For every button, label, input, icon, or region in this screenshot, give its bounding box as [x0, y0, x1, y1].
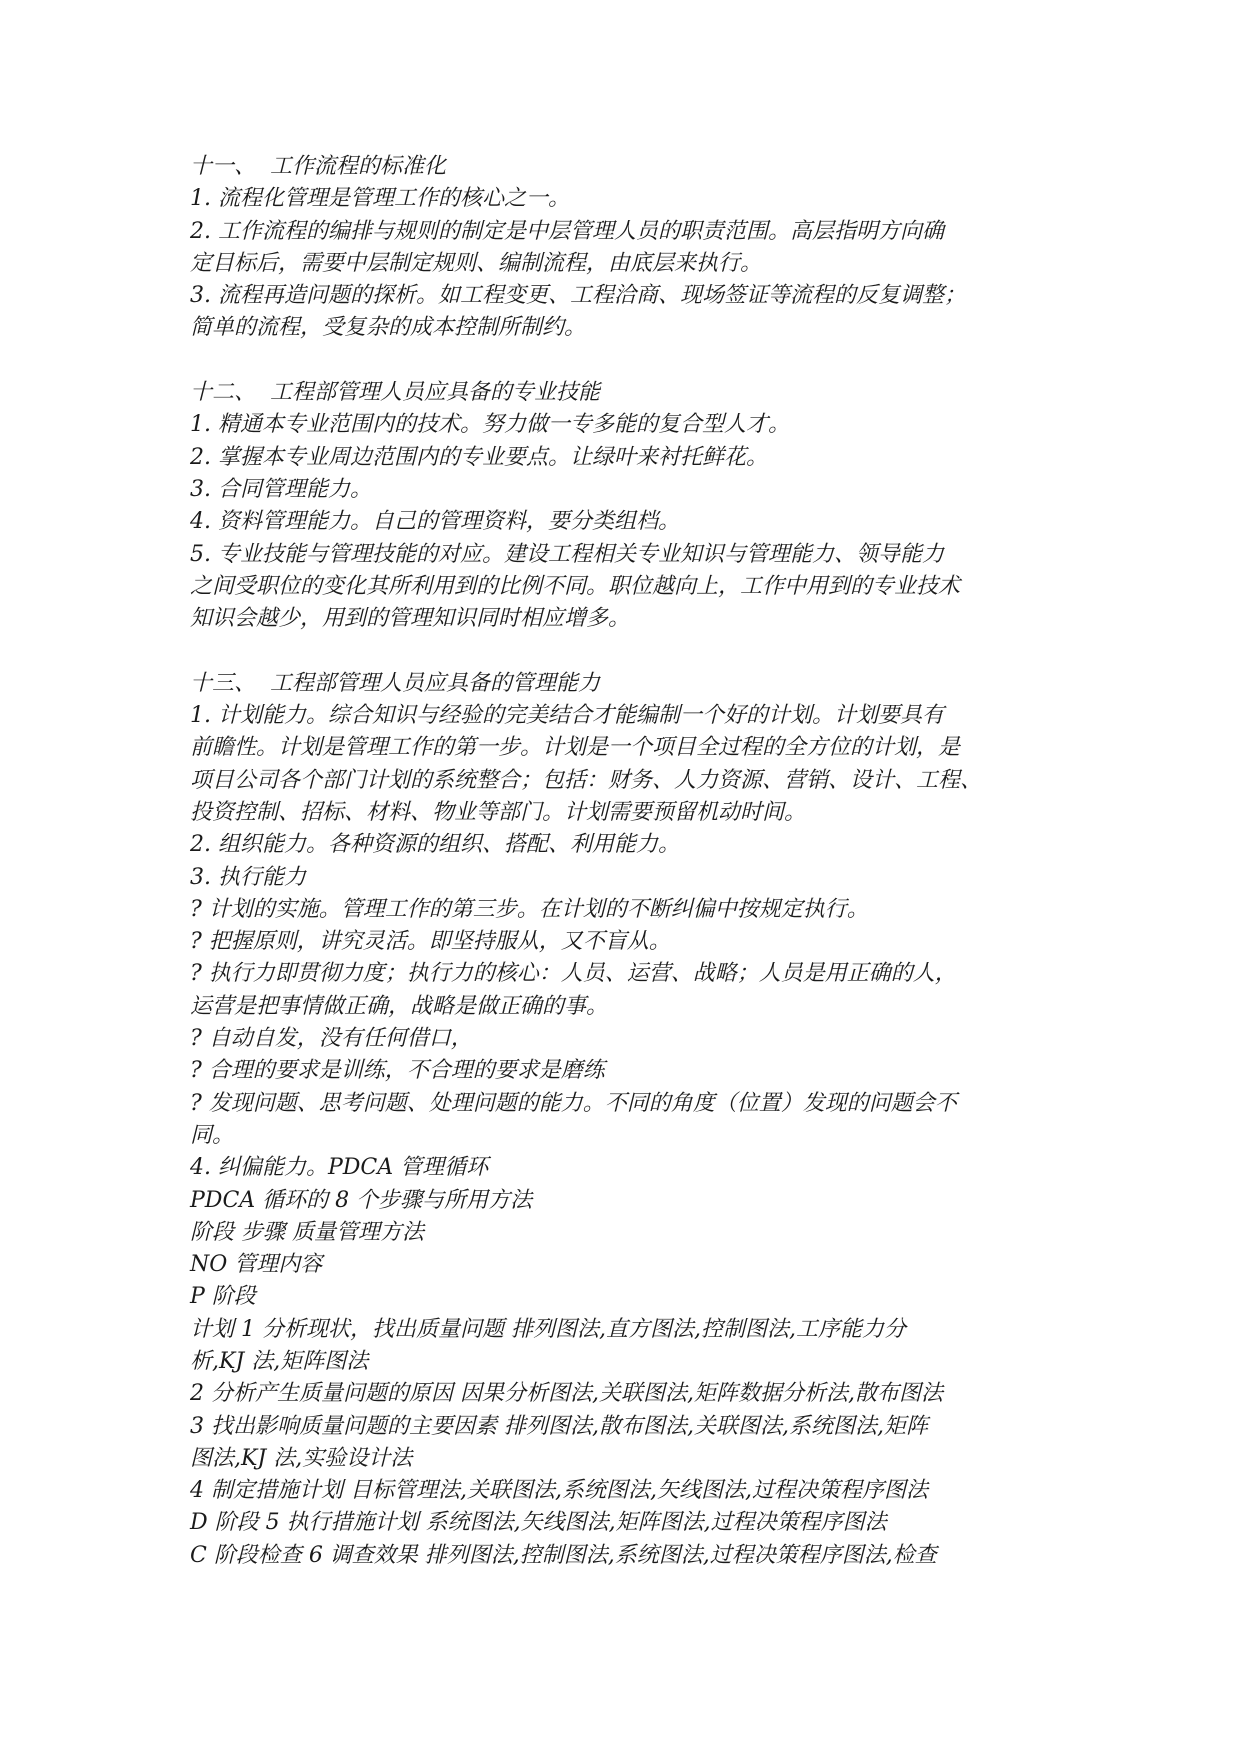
section-13-line-8: ? 把握原则，讲究灵活。即坚持服从，又不盲从。: [190, 929, 671, 955]
document-body: [190, 151, 1070, 1572]
section-13-line-9: ? 执行力即贯彻力度；执行力的核心：人员、运营、战略；人员是用正确的人，: [190, 961, 957, 987]
section-title-12: 十二、 工程部管理人员应具备的专业技能: [190, 380, 600, 406]
section-spacer: [190, 635, 1070, 667]
section-13-line-6: 3. 执行能力: [190, 864, 306, 890]
section-12-line-4: 4. 资料管理能力。自己的管理资料，要分类组档。: [190, 509, 680, 535]
section-13-line-1: 1. 计划能力。综合知识与经验的完美结合才能编制一个好的计划。计划要具有: [190, 703, 944, 729]
section-11-line-4: 3. 流程再造问题的探析。如工程变更、工程洽商、现场签证等流程的反复调整；: [190, 283, 966, 309]
section-13-line-21: 析,KJ 法,矩阵图法: [190, 1348, 369, 1374]
section-13-line-18: NO 管理内容: [190, 1252, 323, 1278]
section-13-line-11: ? 自动自发，没有任何借口，: [190, 1026, 473, 1052]
section-13-line-25: 4 制定措施计划 目标管理法,关联图法,系统图法,矢线图法,过程决策程序图法: [190, 1478, 928, 1504]
section-13-line-19: P 阶段: [190, 1284, 256, 1310]
section-11-line-1: 1. 流程化管理是管理工作的核心之一。: [190, 186, 570, 212]
section-spacer: [190, 345, 1070, 377]
section-13-line-23: 3 找出影响质量问题的主要因素 排列图法,散布图法,关联图法,系统图法,矩阵: [190, 1413, 928, 1439]
section-13-line-4: 投资控制、招标、材料、物业等部门。计划需要预留机动时间。: [190, 799, 807, 825]
section-13-line-15: 4. 纠偏能力。PDCA 管理循环: [190, 1155, 489, 1181]
section-title-11: 十一、 工作流程的标准化: [190, 154, 446, 179]
section-12-line-5: 5. 专业技能与管理技能的对应。建设工程相关专业知识与管理能力、领导能力: [190, 541, 944, 567]
section-12-line-6: 之间受职位的变化其所利用到的比例不同。职位越向上，工作中用到的专业技术: [190, 573, 961, 599]
section-13-line-24: 图法,KJ 法,实验设计法: [190, 1445, 413, 1471]
section-12-line-2: 2. 掌握本专业周边范围内的专业要点。让绿叶来衬托鲜花。: [190, 444, 768, 470]
section-13-line-12: ? 合理的要求是训练，不合理的要求是磨练: [190, 1058, 605, 1084]
section-11-line-2: 2. 工作流程的编排与规则的制定是中层管理人员的职责范围。高层指明方向确: [190, 218, 944, 244]
section-13-line-2: 前瞻性。计划是管理工作的第一步。计划是一个项目全过程的全方位的计划，是: [190, 735, 961, 761]
section-11-line-5: 简单的流程，受复杂的成本控制所制约。: [190, 315, 587, 341]
section-13-line-3: 项目公司各个部门计划的系统整合；包括：财务、人力资源、营销、设计、工程、: [190, 767, 983, 793]
section-13-line-26: D 阶段 5 执行措施计划 系统图法,矢线图法,矩阵图法,过程决策程序图法: [190, 1510, 887, 1536]
section-13-line-27: C 阶段检查 6 调查效果 排列图法,控制图法,系统图法,过程决策程序图法,检查: [190, 1542, 937, 1568]
section-13-line-5: 2. 组织能力。各种资源的组织、搭配、利用能力。: [190, 832, 680, 858]
section-12-line-3: 3. 合同管理能力。: [190, 476, 372, 502]
section-13-line-13: ? 发现问题、思考问题、处理问题的能力。不同的角度（位置）发现的问题会不: [190, 1090, 957, 1116]
section-title-13: 十三、 工程部管理人员应具备的管理能力: [190, 670, 600, 696]
section-13-line-7: ? 计划的实施。管理工作的第三步。在计划的不断纠偏中按规定执行。: [190, 896, 869, 922]
section-13-line-22: 2 分析产生质量问题的原因 因果分析图法,关联图法,矩阵数据分析法,散布图法: [190, 1381, 943, 1407]
section-13-line-20: 计划 1 分析现状，找出质量问题 排列图法,直方图法,控制图法,工序能力分: [190, 1316, 906, 1342]
section-13-line-17: 阶段 步骤 质量管理方法: [190, 1219, 424, 1245]
section-11-line-3: 定目标后，需要中层制定规则、编制流程，由底层来执行。: [190, 250, 763, 276]
section-13-line-14: 同。: [190, 1122, 235, 1148]
section-12-line-7: 知识会越少，用到的管理知识同时相应增多。: [190, 606, 631, 632]
section-12-line-1: 1. 精通本专业范围内的技术。努力做一专多能的复合型人才。: [190, 412, 790, 438]
section-13-line-16: PDCA 循环的 8 个步骤与所用方法: [190, 1187, 533, 1213]
section-13-line-10: 运营是把事情做正确，战略是做正确的事。: [190, 993, 609, 1019]
